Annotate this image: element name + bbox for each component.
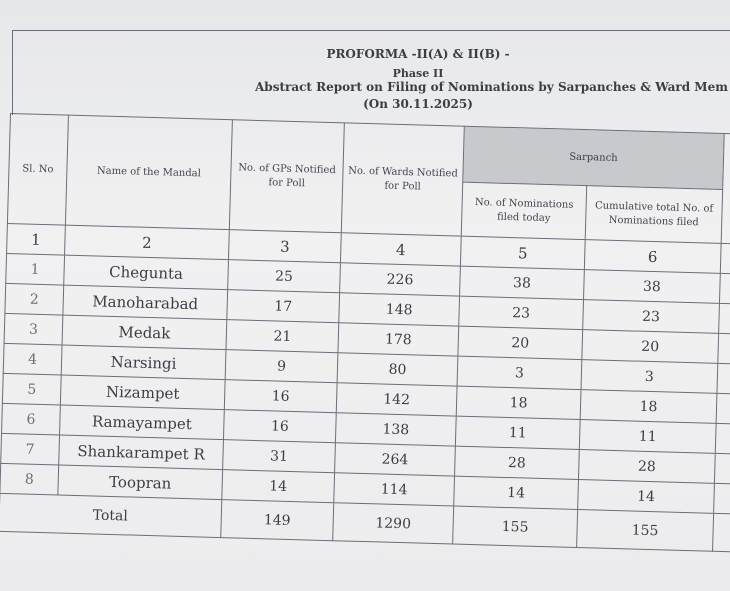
col-header-gps: No. of GPs Notified for Poll (229, 120, 344, 233)
total-gps: 149 (221, 500, 334, 541)
filed-today-cell: 3 (457, 356, 582, 389)
cumulative-cell: 23 (583, 300, 720, 334)
gps-cell: 25 (228, 260, 341, 293)
report-title-block (12, 30, 730, 115)
empty-cell (716, 393, 730, 424)
nominations-table (0, 113, 730, 553)
mandal-cell: Medak (62, 315, 227, 350)
wards-cell: 114 (334, 473, 455, 506)
total-cumulative: 155 (577, 510, 714, 552)
phase-label: Phase II (392, 67, 444, 80)
empty-cell (713, 513, 730, 552)
col-header-cumulative: Cumulative total No. of Nominations filed (585, 186, 722, 244)
report-date: (On 30.11.2025) (363, 97, 473, 111)
total-wards: 1290 (333, 503, 454, 544)
proforma-title: PROFORMA -II(A) & II(B) - (326, 47, 510, 61)
filed-today-cell: 11 (455, 416, 580, 449)
empty-cell (717, 363, 730, 394)
wards-cell: 138 (335, 413, 456, 446)
empty-cell (719, 273, 730, 304)
sl-no-cell: 2 (5, 283, 64, 315)
column-index: 5 (460, 236, 585, 269)
total-filed-today: 155 (453, 506, 578, 547)
filed-today-cell: 38 (460, 266, 585, 299)
filed-today-cell: 20 (458, 326, 583, 359)
empty-cell (718, 333, 730, 364)
gps-cell: 16 (223, 410, 336, 443)
filed-today-cell: 14 (454, 476, 579, 509)
cumulative-cell: 18 (580, 390, 717, 424)
empty-cell (714, 453, 730, 484)
wards-cell: 148 (339, 293, 460, 326)
mandal-cell: Narsingi (61, 345, 226, 380)
sl-no-cell: 4 (3, 343, 62, 375)
total-label: Total (0, 493, 222, 537)
wards-cell: 178 (338, 323, 459, 356)
sl-no-cell: 7 (1, 433, 60, 465)
wards-cell: 264 (335, 443, 456, 476)
cumulative-cell: 20 (582, 330, 719, 364)
mandal-cell: Nizampet (60, 375, 225, 410)
sl-no-cell: 3 (4, 313, 63, 345)
sl-no-cell: 8 (0, 463, 59, 495)
gps-cell: 16 (224, 380, 337, 413)
sl-no-cell: 5 (2, 373, 61, 405)
empty-cell (720, 243, 730, 274)
col-header-mandal: Name of the Mandal (65, 115, 232, 230)
col-group-sarpanch: Sarpanch (463, 126, 724, 189)
cumulative-cell: 3 (581, 360, 718, 394)
report-subtitle: Abstract Report on Filing of Nominations by Sarpanches & Ward Mem (255, 80, 728, 94)
gps-cell: 9 (225, 350, 338, 383)
column-index: 3 (228, 230, 341, 263)
col-header-sl-no: Sl. No (7, 114, 68, 226)
wards-cell: 142 (336, 383, 457, 416)
col-header-filed-today: No. of Nominations filed today (461, 182, 586, 239)
filed-today-cell: 23 (459, 296, 584, 329)
empty-cell (719, 303, 730, 334)
sl-no-cell: 6 (2, 403, 61, 435)
gps-cell: 17 (227, 290, 340, 323)
cumulative-cell: 11 (579, 420, 716, 454)
gps-cell: 21 (226, 320, 339, 353)
cumulative-cell: 28 (578, 450, 715, 484)
gps-cell: 31 (223, 440, 336, 473)
column-index: 2 (65, 225, 230, 260)
column-index: 4 (340, 233, 461, 266)
mandal-cell: Ramayampet (60, 405, 225, 440)
cumulative-cell: 14 (578, 480, 715, 514)
col-header-wards: No. of Wards Notified for Poll (341, 123, 464, 236)
cumulative-cell: 38 (584, 270, 721, 304)
mandal-cell: Toopran (58, 465, 223, 500)
filed-today-cell: 18 (456, 386, 581, 419)
empty-cell (714, 483, 730, 514)
mandal-cell: Chegunta (64, 255, 229, 290)
filed-today-cell: 28 (455, 446, 580, 479)
column-index: 1 (7, 223, 66, 255)
column-index: 6 (584, 240, 721, 274)
sl-no-cell: 1 (6, 253, 65, 285)
wards-cell: 226 (340, 263, 461, 296)
mandal-cell: Shankarampet R (59, 435, 224, 470)
gps-cell: 14 (222, 470, 335, 503)
wards-cell: 80 (337, 353, 458, 386)
empty-cell (715, 423, 730, 454)
mandal-cell: Manoharabad (63, 285, 228, 320)
